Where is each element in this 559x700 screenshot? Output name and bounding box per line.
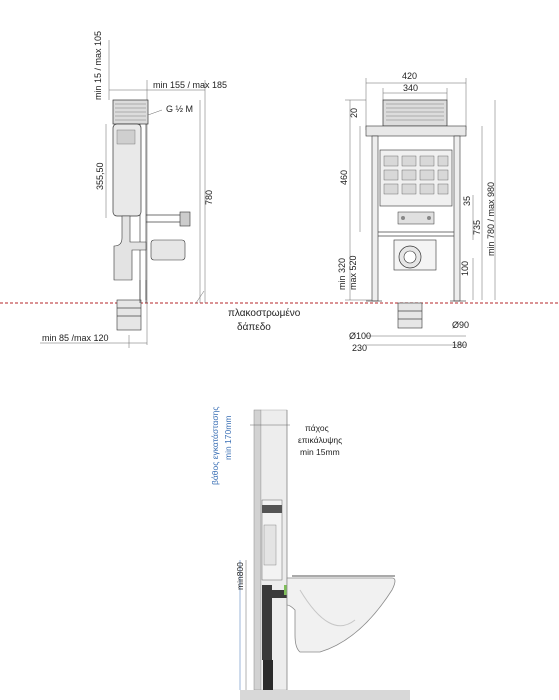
install-depth-label-1: βάθος εγκατάστασης	[210, 406, 220, 485]
leg-height-a-label: min 320	[337, 257, 347, 290]
frame-height-label: 780	[204, 189, 214, 205]
cover-label-1: πάχος	[305, 423, 329, 433]
overall-735-label: 735	[472, 219, 482, 235]
width-outer-label: 420	[402, 71, 418, 81]
depth-label: min 155 / max 185	[153, 80, 228, 90]
width-inner-label: 340	[403, 83, 419, 93]
leg-height-b-label: max 520	[348, 255, 358, 290]
top-gap-label: 20	[349, 107, 359, 118]
floor-100-label: 100	[460, 260, 470, 276]
inlet-height-label: 355,50	[95, 162, 105, 190]
pipe-dia-b-label: Ø90	[452, 320, 470, 330]
install-depth-label-2: min 170mm	[223, 415, 233, 460]
panel-height-label: 460	[339, 169, 349, 185]
center-offset-label: 35	[462, 195, 472, 206]
min-top-label: min 15 / max 105	[93, 30, 103, 100]
bottom-180-label: 180	[452, 340, 468, 350]
cover-label-3: min 15mm	[300, 447, 340, 457]
pipe-dia-a-label: Ø100	[349, 331, 372, 341]
min-height-label: min800	[235, 562, 245, 590]
floor-label-2: δάπεδο	[237, 322, 271, 333]
bottom-230-label: 230	[352, 343, 368, 353]
front-view	[345, 78, 495, 345]
cover-label-2: επικάλυψης	[298, 435, 343, 445]
drain-offset-label: min 85 /max 120	[42, 333, 109, 343]
thread-label: G ½ M	[166, 104, 194, 114]
total-height-label: min 780 / max 980	[486, 181, 496, 256]
floor-label-1: πλακοστρωμένο	[228, 308, 301, 319]
